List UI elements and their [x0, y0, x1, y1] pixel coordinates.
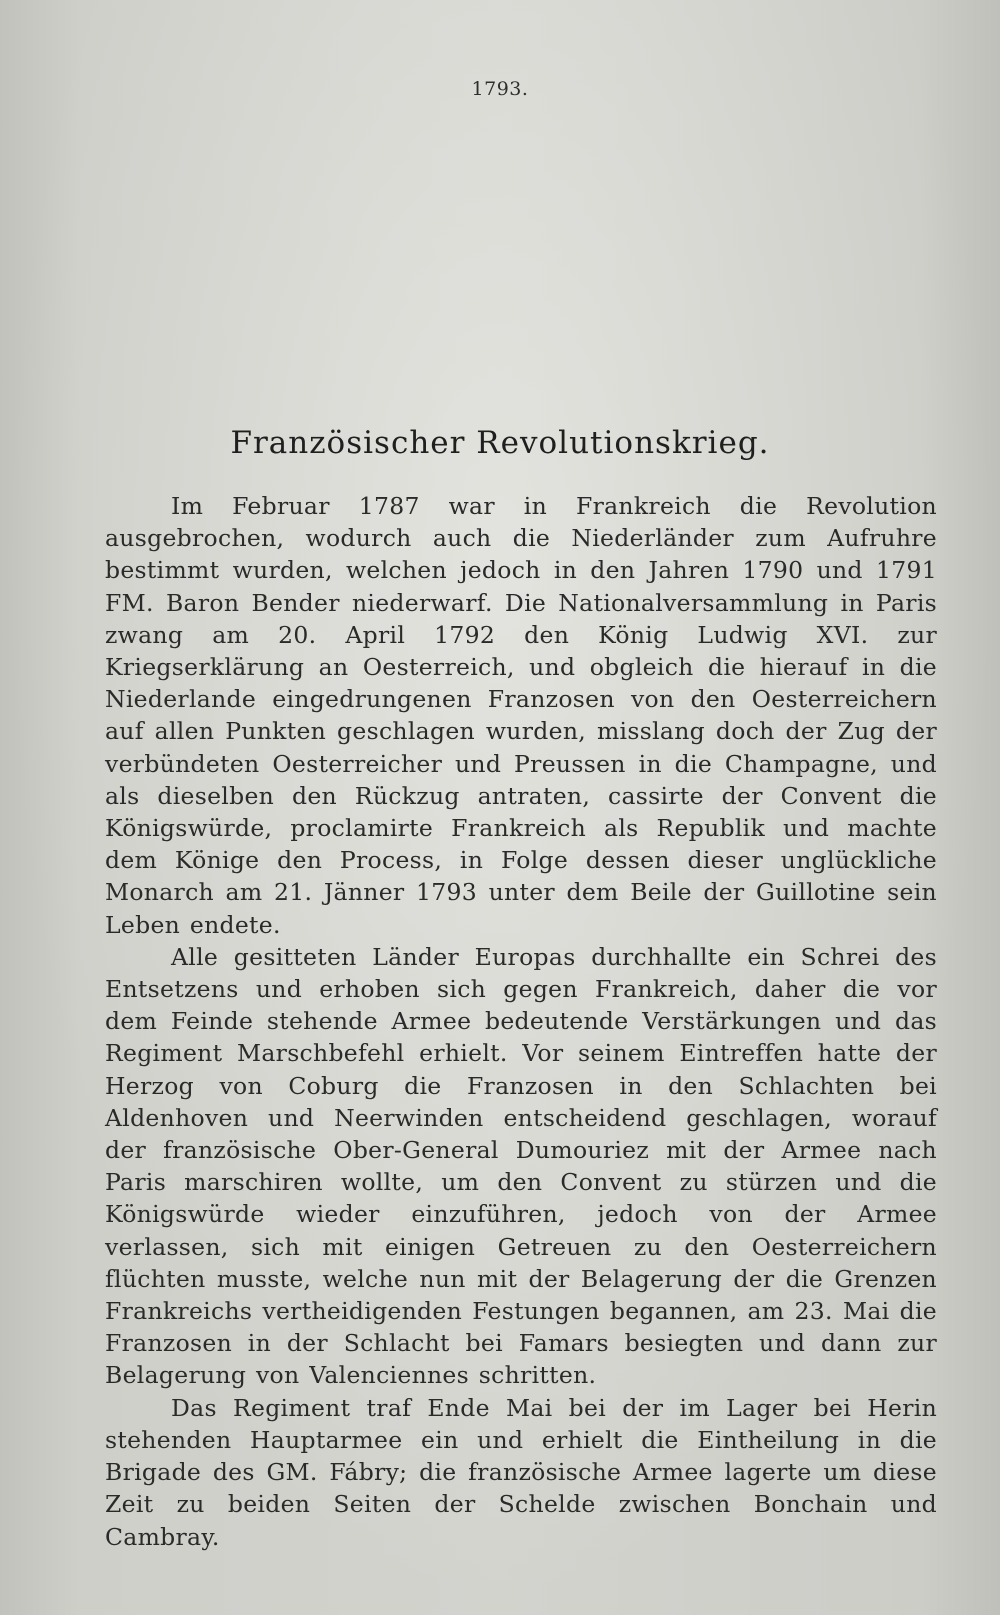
running-head-year: 1793. [471, 78, 529, 100]
body-text [105, 490, 937, 1553]
paragraph-1: Im Februar 1787 war in Frankreich die Revolution ausgebrochen, wodurch auch die Niederländer zum Aufruhre bestimmt wurden, welchen jedoch in den Jahren 1790 und 1791 FM. Baron Bender niederwarf. Die Nationalversammlung in Paris zwang am 20. April 1792 den König Ludwig XVI. zur Kriegserklärung an Oesterreich, und obgleich die hierauf in die Niederlande eingedrungenen Franzosen von den Oesterreichern auf allen Punkten geschlagen wurden, misslang doch der Zug der verbündeten Oesterreicher und Preussen in die Champagne, und als dieselben den Rückzug antraten, cassirte der Convent die Königswürde, proclamirte Frankreich als Republik und machte dem Könige den Process, in Folge dessen dieser unglückliche Monarch am 21. Jänner 1793 unter dem Beile der Guillotine sein Leben endete. [105, 492, 937, 939]
paragraph-2: Alle gesitteten Länder Europas durchhallte ein Schrei des Entsetzens und erhoben sich gegen Frankreich, daher die vor dem Feinde stehende Armee bedeutende Verstärkungen und das Regiment Marschbefehl erhielt. Vor seinem Eintreffen hatte der Herzog von Coburg die Franzosen in den Schlachten bei Aldenhoven und Neerwinden entscheidend geschlagen, worauf der französische Ober-General Dumouriez mit der Armee nach Paris marschiren wollte, um den Convent zu stürzen und die Königswürde wieder einzuführen, jedoch von der Armee verlassen, sich mit einigen Getreuen zu den Oesterreichern flüchten musste, welche nun mit der Belagerung der die Grenzen Frankreichs vertheidigenden Festungen begannen, am 23. Mai die Franzosen in der Schlacht bei Famars besiegten und dann zur Belagerung von Valenciennes schritten. [105, 942, 937, 1390]
chapter-title: Französischer Revolutionskrieg. [230, 425, 770, 461]
paragraph-3: Das Regiment traf Ende Mai bei der im Lager bei Herin stehenden Hauptarmee ein und erhielt die Eintheilung in die Brigade des GM. Fábry; die französische Armee lagerte um diese Zeit zu beiden Seiten der Schelde zwischen Bonchain und Cambray. [105, 1393, 937, 1551]
